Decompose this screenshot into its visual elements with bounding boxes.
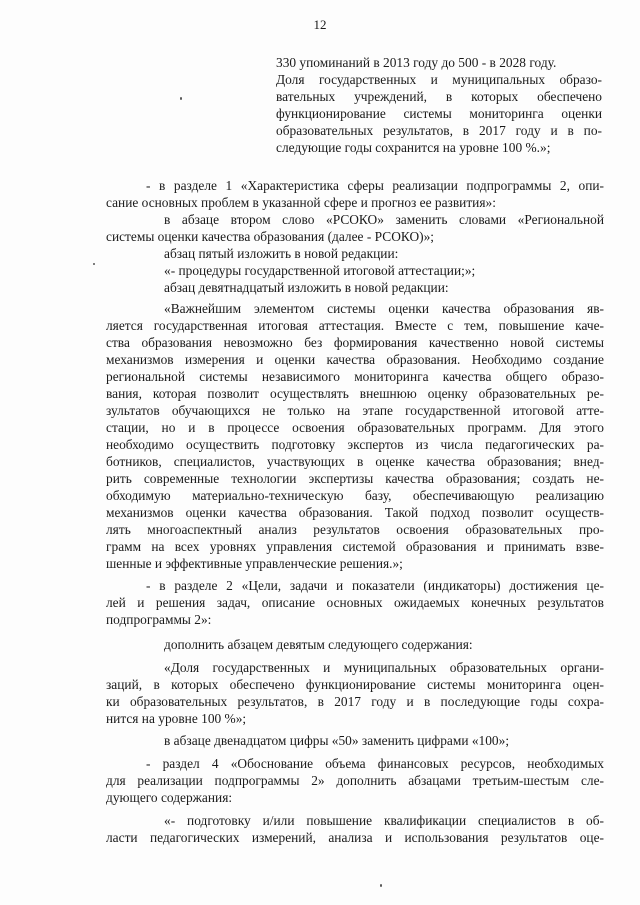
text-line: обходимую материально-техническую базу, обеспечивающую реализацию <box>106 488 604 503</box>
text-line: лять многоаспектный анализ результатов освоения образовательных про- <box>106 522 604 537</box>
text-line: «- подготовку и/или повышение квалификации специалистов в об- <box>164 813 604 828</box>
text-line: вания, которая позволит осуществлять внешнюю оценку образовательных ре- <box>106 386 604 401</box>
text-line: дующего содержания: <box>106 790 233 805</box>
text-line: в абзаце втором слово «РСОКО» заменить словами «Региональной <box>164 212 604 227</box>
text-line: - раздел 4 «Обоснование объема финансовых ресурсов, необходимых <box>146 756 604 771</box>
text-line: в абзаце двенадцатом цифры «50» заменить цифрами «100»; <box>164 733 510 748</box>
text-line: абзац девятнадцатый изложить в новой редакции: <box>164 280 449 295</box>
text-line: нится на уровне 100 %»; <box>106 711 247 726</box>
text-line: «Важнейшим элементом системы оценки качества образования яв- <box>164 301 604 316</box>
text-line: грамм на всех уровнях управления системой образования и принимать взве- <box>106 539 604 554</box>
text-line: лей и решения задач, описание основных ожидаемых конечных результатов <box>106 595 604 610</box>
text-line: необходимо осуществить подготовку экспертов из числа педагогических ра- <box>106 437 604 452</box>
text-line: «- процедуры государственной итоговой аттестации;»; <box>164 263 476 278</box>
text-line: дополнить абзацем девятым следующего содержания: <box>164 637 473 652</box>
text-line: ласти педагогических измерений, анализа и использования результатов оце- <box>106 830 604 845</box>
text-line: региональной системы независимого мониторинга качества общего образо- <box>106 369 604 384</box>
text-line: стации, но и в процессе освоения образовательных программ. Для этого <box>106 420 604 435</box>
text-line: для реализации подпрограммы 2» дополнить абзацами третьим-шестым сле- <box>106 773 604 788</box>
text-line: функционирование системы мониторинга оценки <box>276 106 602 121</box>
text-line: абзац пятый изложить в новой редакции: <box>164 246 399 261</box>
scan-speck <box>180 97 182 100</box>
text-line: образовательных результатов, в 2017 году и в по- <box>276 123 602 138</box>
text-line: - в разделе 2 «Цели, задачи и показатели (индикаторы) достижения це- <box>146 578 604 593</box>
text-line: зультатов обучающихся не только на этапе государственной итоговой атте- <box>106 403 604 418</box>
scan-speck <box>93 263 95 265</box>
scan-speck <box>380 884 382 887</box>
text-line: шенные и эффективные управленческие решения.»; <box>106 556 403 571</box>
text-line: сание основных проблем в указанной сфере и прогноз ее развития»: <box>106 195 496 210</box>
text-line: вательных учреждений, в которых обеспечено <box>276 89 602 104</box>
text-line: «Доля государственных и муниципальных образовательных органи- <box>164 660 604 675</box>
text-line: заций, в которых обеспечено функционирование системы мониторинга оцен- <box>106 677 604 692</box>
page-number: 12 <box>313 17 327 32</box>
text-line: ства образования невозможно без формирования качественно новой системы <box>106 335 604 350</box>
text-line: механизмов оценки качества образования. Такой подход позволит осуществ- <box>106 505 604 520</box>
text-line: механизмов измерения и оценки качества образования. Необходимо создание <box>106 352 604 367</box>
text-line: подпрограммы 2»: <box>106 612 212 627</box>
text-line: ляется государственная итоговая аттестация. Вместе с тем, повышение каче- <box>106 318 604 333</box>
text-line: 330 упоминаний в 2013 году до 500 - в 2028 году. <box>276 55 557 70</box>
text-line: - в разделе 1 «Характеристика сферы реализации подпрограммы 2, опи- <box>146 178 604 193</box>
text-line: рить современные технологии экспертизы качества образования; создать не- <box>106 471 604 486</box>
text-line: системы оценки качества образования (далее - РСОКО)»; <box>106 229 435 244</box>
text-line: Доля государственных и муниципальных образо- <box>276 72 602 87</box>
text-line: следующие годы сохранится на уровне 100 %.»; <box>276 140 551 155</box>
text-line: ботников, специалистов, участвующих в оценке качества образования; внед- <box>106 454 604 469</box>
text-line: ки образовательных результатов, в 2017 году и в последующие годы сохра- <box>106 694 604 709</box>
